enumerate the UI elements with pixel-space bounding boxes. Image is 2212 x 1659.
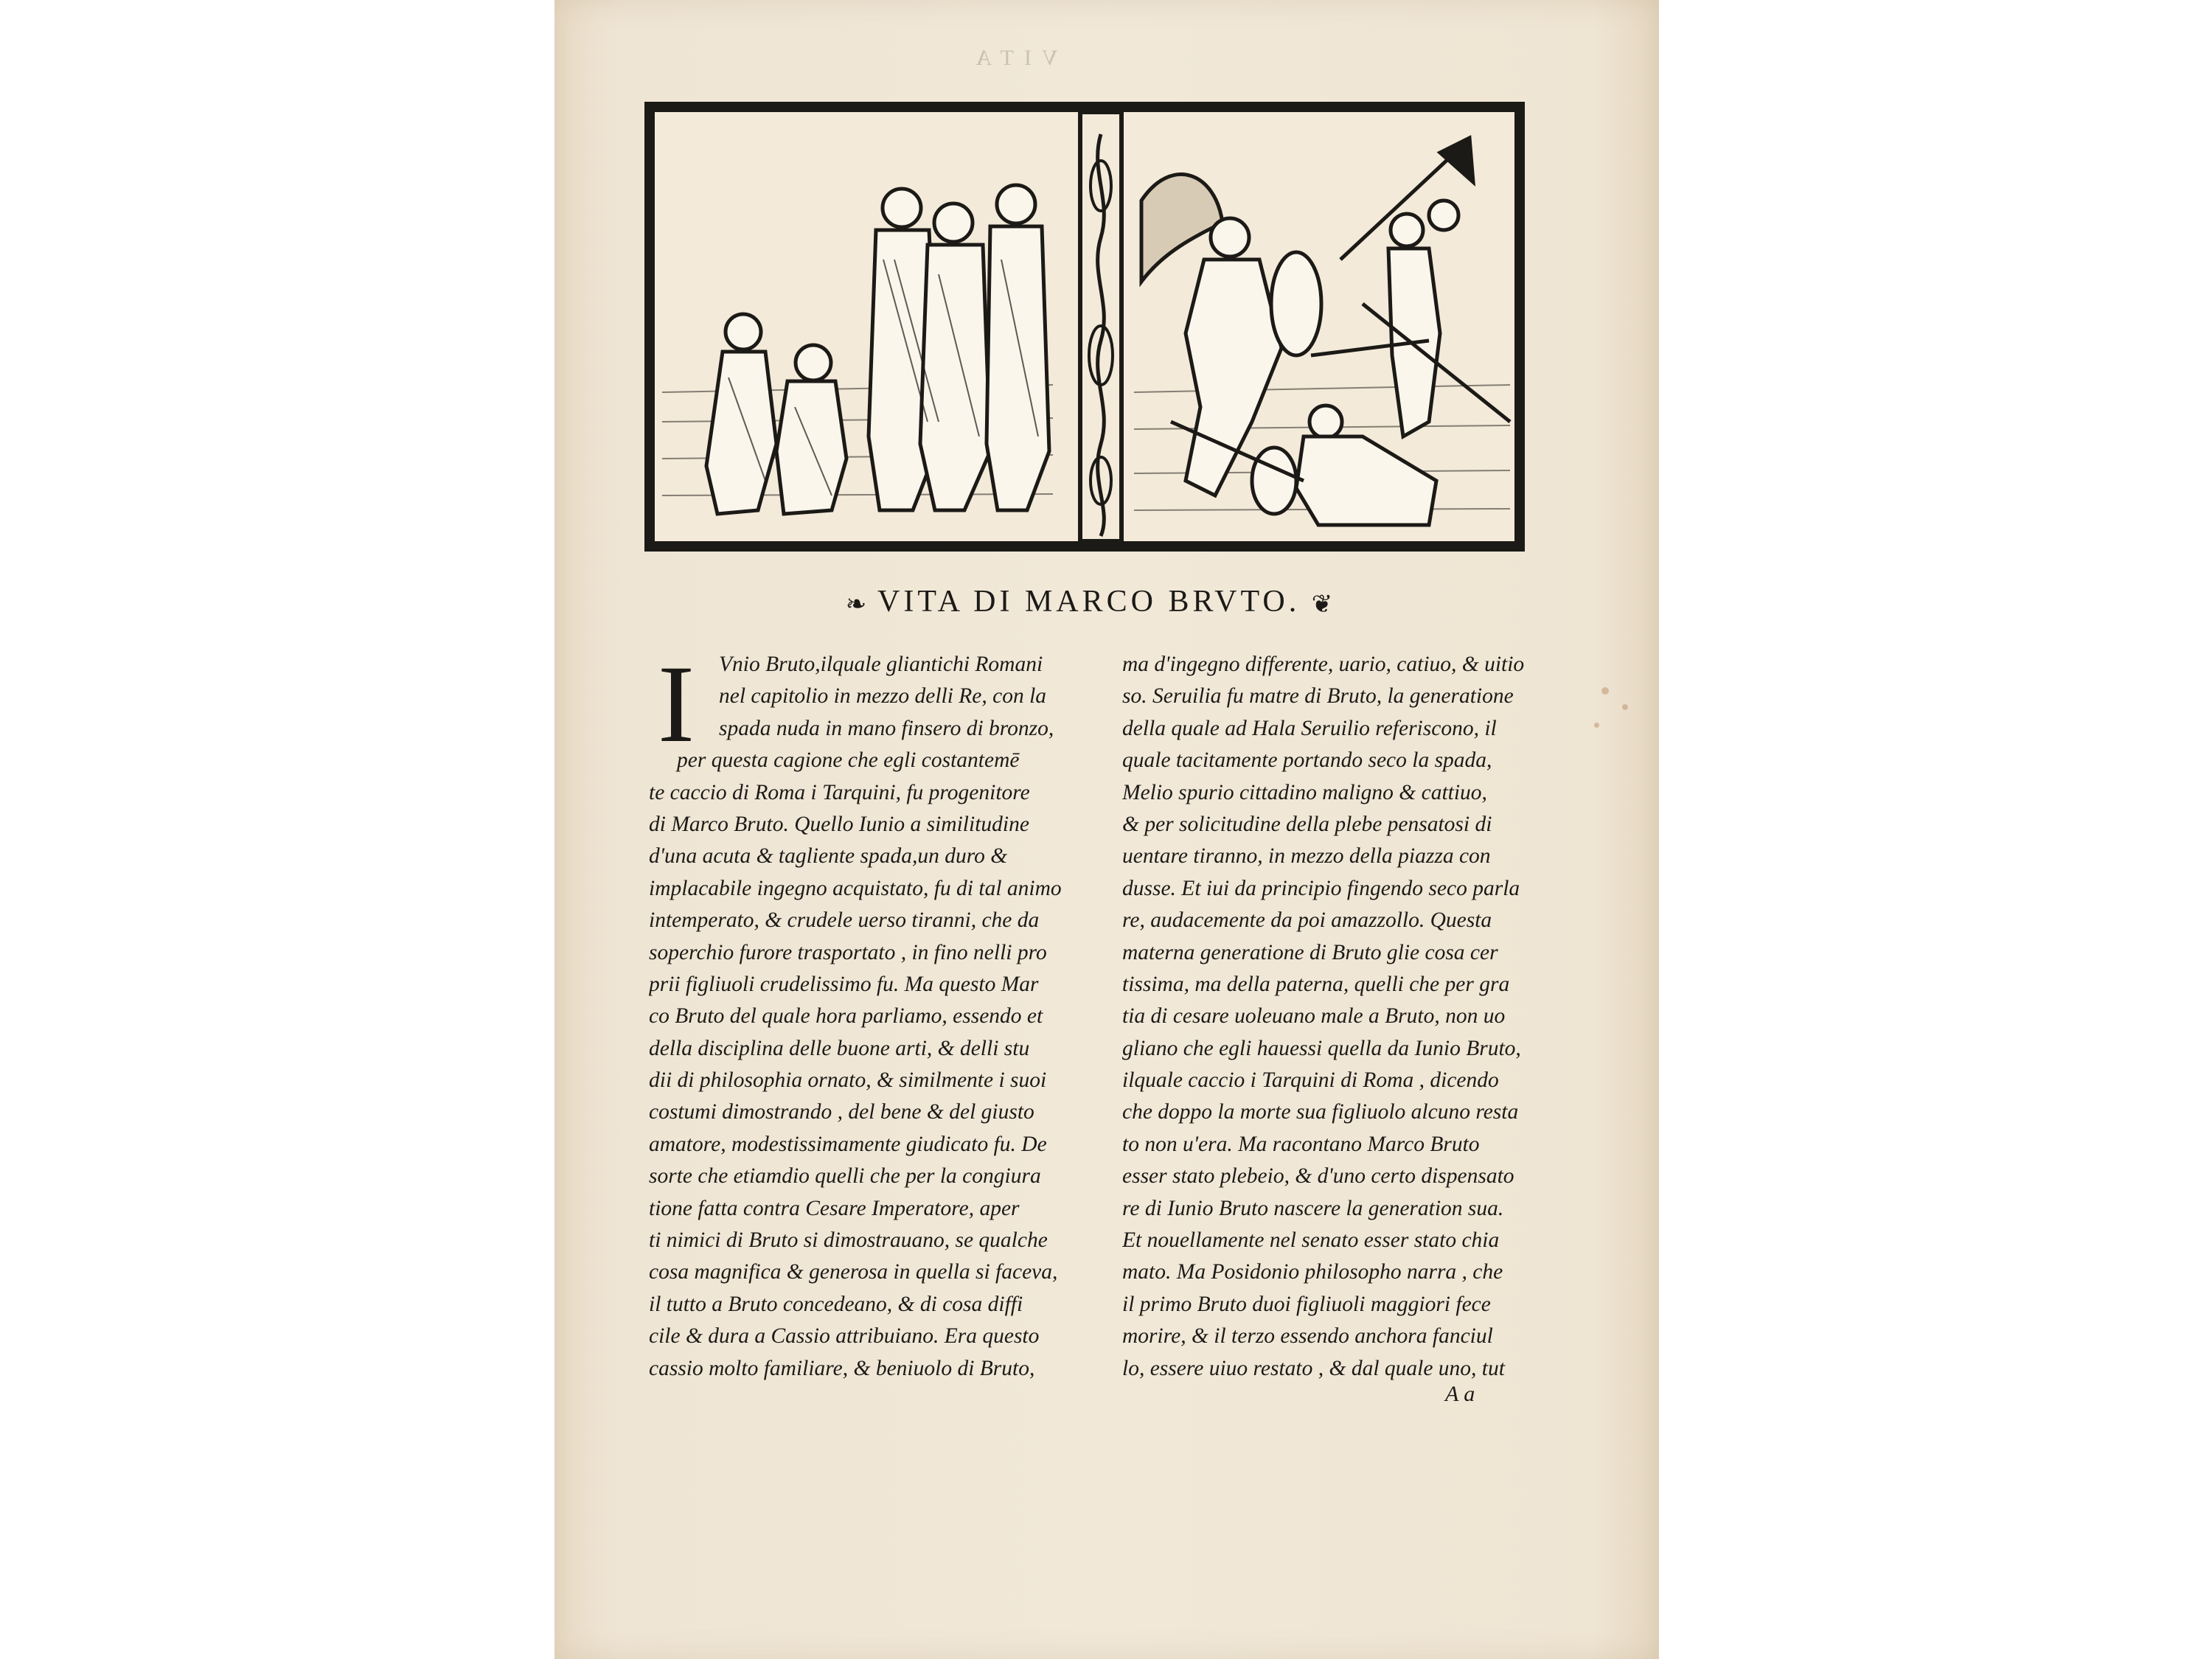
text-line: so. Seruilia fu matre di Bruto, la generatione — [1122, 684, 1514, 709]
text-line: sorte che etiamdio quelli che per la congiura — [649, 1164, 1041, 1189]
text-line: il tutto a Bruto concedeano, & di cosa diffi — [649, 1292, 1023, 1316]
text-line: & per solicitudine della plebe pensatosi di — [1122, 812, 1492, 836]
chapter-title — [661, 584, 1517, 619]
text-line: morire, & il terzo essendo anchora fanciul — [1122, 1324, 1493, 1349]
text-line: tia di cesare uoleuano male a Bruto, non uo — [1122, 1004, 1506, 1029]
text-line: ilquale caccio i Tarquini di Roma , dicendo — [1122, 1068, 1499, 1093]
text-line: intemperato, & crudele uerso tiranni, che da — [649, 908, 1040, 933]
text-line: to non u'era. Ma racontano Marco Bruto — [1122, 1132, 1480, 1156]
text-line: d'una acuta & tagliente spada,un duro & — [649, 844, 1008, 869]
text-line: che doppo la morte sua figliuolo alcuno resta — [1122, 1100, 1519, 1124]
text-line: re di Iunio Bruto nascere la generation sua. — [1122, 1196, 1504, 1220]
text-line: cile & dura a Cassio attribuiano. Era questo — [649, 1324, 1040, 1349]
foxing-spot — [1601, 687, 1609, 695]
text-line: nel capitolio in mezzo delli Re, con la — [719, 684, 1047, 709]
text-line: re, audacemente da poi amazzollo. Questa — [1122, 908, 1492, 933]
text-line: spada nuda in mano finsero di bronzo, — [719, 716, 1054, 740]
foxing-spot — [1594, 723, 1599, 728]
text-line: ma d'ingegno differente, uario, catiuo, & uitio — [1122, 653, 1525, 676]
text-line: dusse. Et iui da principio fingendo seco parla — [1122, 876, 1520, 900]
text-line: implacabile ingegno acquistato, fu di tal animo — [649, 876, 1062, 900]
decorated-initial: I — [658, 643, 695, 765]
text-column-left — [649, 643, 1077, 1385]
text-line: quale tacitamente portando seco la spada, — [1122, 748, 1492, 773]
text-line: mato. Ma Posidonio philosopho narra , che — [1122, 1260, 1503, 1284]
text-line: dii di philosophia ornato, & similmente i suoi — [649, 1068, 1047, 1093]
text-line: il primo Bruto duoi figliuoli maggiori fece — [1122, 1292, 1491, 1316]
text-line: gliano che egli hauessi quella da Iunio Bruto, — [1122, 1036, 1521, 1060]
text-line: cosa magnifica & generosa in quella si faceva, — [649, 1260, 1058, 1284]
fleuron-left-icon: ❧ — [845, 591, 867, 619]
text-line: Et nouellamente nel senato esser stato chia — [1122, 1228, 1500, 1253]
text-line: materna generatione di Bruto glie cosa cer — [1122, 940, 1498, 964]
foxing-spot — [1622, 704, 1628, 710]
text-line: Melio spurio cittadino maligno & cattiuo, — [1122, 780, 1487, 804]
book-page — [554, 0, 1659, 1659]
text-line: soperchio furore trasportato , in fino nelli pro — [649, 940, 1047, 964]
fleuron-right-icon: ❦ — [1311, 591, 1333, 619]
text-line: lo, essere uiuo restato , & dal quale uno, tut — [1122, 1356, 1505, 1380]
text-column-right — [1122, 649, 1557, 1385]
woodcut-illustration — [644, 102, 1525, 552]
text-line: costumi dimostrando , del bene & del giusto — [649, 1100, 1034, 1124]
text-line: co Bruto del quale hora parliamo, essendo et — [649, 1004, 1043, 1029]
text-line: tione fatta contra Cesare Imperatore, aper — [649, 1196, 1020, 1220]
text-line: te caccio di Roma i Tarquini, fu progenitore — [649, 780, 1030, 804]
chapter-title-text: VITA DI MARCO BRVTO. — [877, 585, 1301, 619]
text-line: per questa cagione che egli costantemē — [677, 748, 1020, 773]
text-line: Vnio Bruto,ilquale gliantichi Romani — [719, 653, 1043, 676]
text-line: prii figliuoli crudelissimo fu. Ma questo Mar — [649, 972, 1039, 996]
text-line: ti nimici di Bruto si dimostrauano, se qualche — [649, 1228, 1048, 1253]
text-line: tissima, ma della paterna, quelli che per gra — [1122, 972, 1510, 996]
bleed-through-running-head: VITA — [965, 46, 1058, 70]
woodcut-drawing — [655, 112, 1514, 541]
text-line: uentare tiranno, in mezzo della piazza con — [1122, 844, 1491, 869]
signature-mark: A a — [1445, 1382, 1475, 1406]
text-line: di Marco Bruto. Quello Iunio a similitudine — [649, 812, 1029, 836]
text-line: esser stato plebeio, & d'uno certo dispensato — [1122, 1164, 1514, 1189]
text-line: della quale ad Hala Seruilio referiscono, il — [1122, 716, 1497, 740]
text-line: della disciplina delle buone arti, & delli stu — [649, 1036, 1030, 1060]
text-line: amatore, modestissimamente giudicato fu. De — [649, 1132, 1047, 1156]
text-line: cassio molto familiare, & beniuolo di Bruto, — [649, 1356, 1035, 1380]
